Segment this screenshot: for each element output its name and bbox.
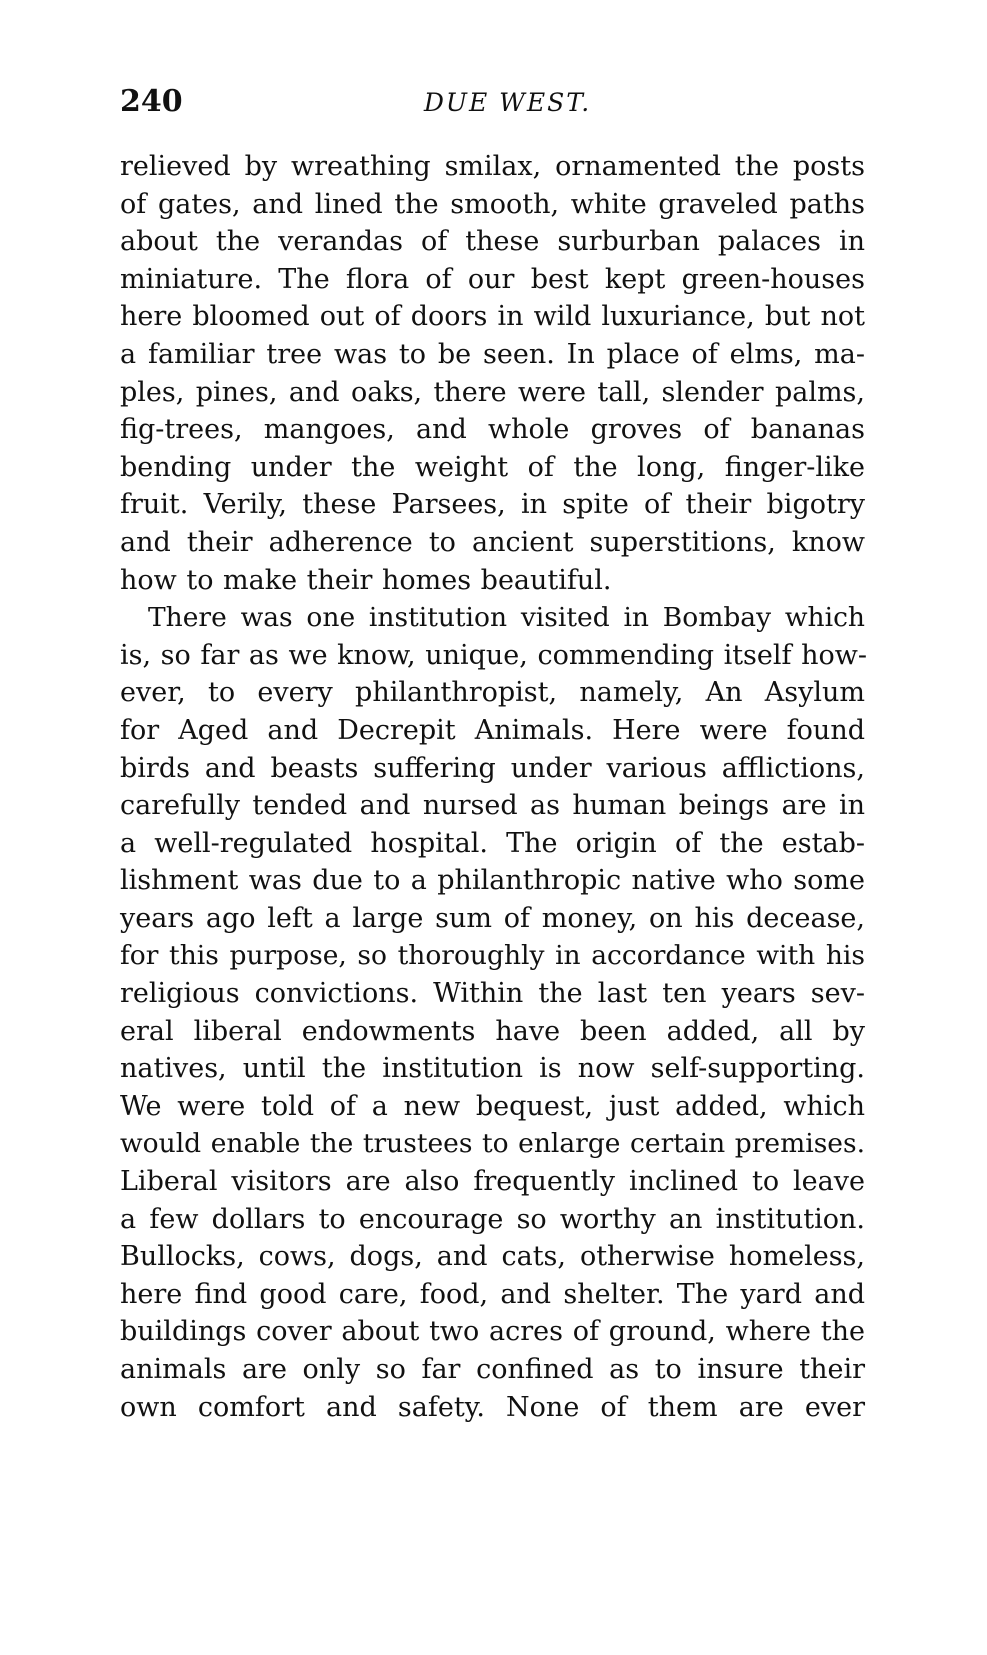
text-line: bending under the weight of the long, finger-like: [120, 451, 865, 483]
text-line: carefully tended and nursed as human beings are in: [120, 790, 865, 822]
text-line: a familiar tree was to be seen. In place of elms, ma-: [120, 338, 865, 370]
text-line: Bullocks, cows, dogs, and cats, otherwise homeless,: [120, 1241, 865, 1273]
text-line: how to make their homes beautiful.: [120, 564, 612, 596]
text-line: We were told of a new bequest, just added, which: [120, 1090, 865, 1122]
text-line: own comfort and safety. None of them are ever: [120, 1391, 865, 1423]
text-line: a few dollars to encourage so worthy an institution.: [120, 1203, 865, 1235]
text-line: Liberal visitors are also frequently inclined to leave: [120, 1166, 865, 1198]
text-line: and their adherence to ancient superstitions, know: [120, 526, 865, 558]
page-number: 240: [120, 84, 183, 119]
paragraph: [120, 148, 865, 599]
page-header: [120, 84, 865, 128]
text-line: religious convictions. Within the last ten years sev-: [120, 978, 865, 1010]
paragraph: [120, 599, 865, 1426]
text-line: lishment was due to a philanthropic native who some: [120, 865, 865, 897]
text-line: here find good care, food, and shelter. The yard and: [120, 1278, 865, 1310]
text-line: for this purpose, so thoroughly in accordance with his: [120, 940, 865, 972]
text-line: ples, pines, and oaks, there were tall, slender palms,: [120, 376, 865, 408]
body-text: [120, 148, 865, 1426]
text-line: relieved by wreathing smilax, ornamented the posts: [120, 151, 865, 182]
running-head: DUE WEST.: [423, 88, 592, 117]
text-line: a well-regulated hospital. The origin of the estab-: [120, 827, 865, 859]
text-line: here bloomed out of doors in wild luxuriance, but not: [120, 301, 865, 333]
text-line: is, so far as we know, unique, commending itself how-: [120, 639, 867, 671]
text-line: miniature. The flora of our best kept green-houses: [120, 263, 865, 295]
text-line: for Aged and Decrepit Animals. Here were found: [120, 714, 865, 746]
text-line: years ago left a large sum of money, on his decease,: [120, 902, 865, 934]
text-line: There was one institution visited in Bombay which: [148, 602, 865, 634]
text-line: would enable the trustees to enlarge certain premises.: [120, 1128, 865, 1160]
text-line: of gates, and lined the smooth, white graveled paths: [120, 188, 865, 220]
text-line: animals are only so far confined as to insure their: [120, 1354, 865, 1385]
text-line: birds and beasts suffering under various afflictions,: [120, 752, 865, 784]
text-line: fig-trees, mangoes, and whole groves of bananas: [120, 414, 865, 446]
text-line: eral liberal endowments have been added, all by: [120, 1015, 865, 1047]
text-line: fruit. Verily, these Parsees, in spite of their bigotry: [120, 489, 865, 521]
text-line: buildings cover about two acres of ground, where the: [120, 1316, 865, 1348]
text-line: ever, to every philanthropist, namely, An Asylum: [120, 677, 865, 709]
text-line: about the verandas of these surburban palaces in: [120, 226, 865, 258]
text-line: natives, until the institution is now self-supporting.: [120, 1053, 865, 1085]
